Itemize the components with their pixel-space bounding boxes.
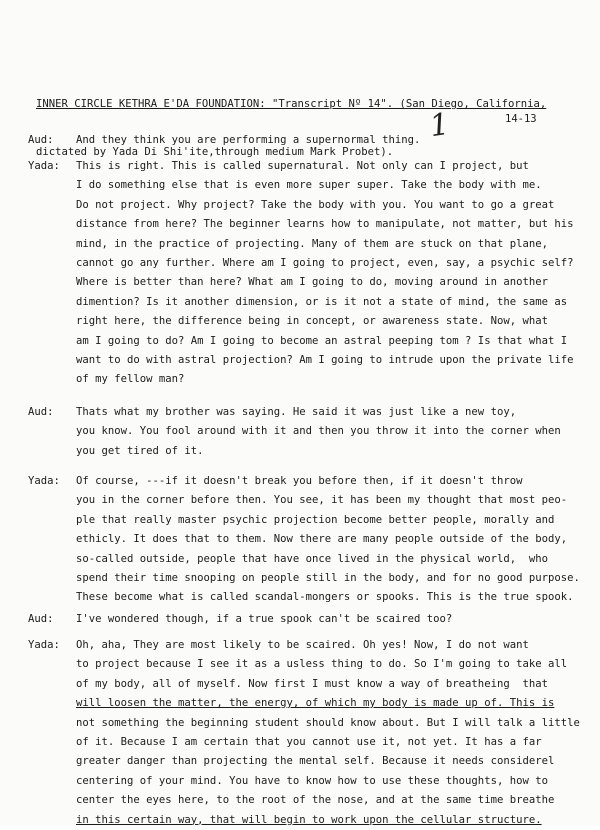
text-line: in this certain way, that will begin to work upon the cellular structure. <box>76 813 542 826</box>
speaker-label: Aud: <box>28 613 54 625</box>
header-line-1: INNER CIRCLE KETHRA E'DA FOUNDATION: "Transcript Nº 14". (San Diego, California, <box>36 98 547 110</box>
speaker-label: Yada: <box>28 160 60 172</box>
dialogue-paragraph <box>28 636 580 830</box>
paragraph-body <box>28 403 576 461</box>
text-line: right here, the difference being in concept, or awareness state. Now, what <box>76 315 548 328</box>
text-line: Thats what my brother was saying. He said it was just like a new toy, <box>76 406 517 418</box>
text-line: dimention? Is it another dimension, or is it not a state of mind, the same as <box>76 295 568 308</box>
text-line: I do something else that is even more super super. Take the body with me. <box>76 179 542 192</box>
paragraph-body <box>28 610 576 629</box>
speaker-label: Aud: <box>28 406 54 418</box>
text-line: These become what is called scandal-mongers or spooks. This is the true spook. <box>76 591 574 604</box>
text-line: mind, in the practice of projecting. Many of them are stuck on that plane, <box>76 237 548 250</box>
text-line: Of course, ---if it doesn't break you before then, if it doesn't throw <box>76 475 523 487</box>
paragraph-body <box>28 636 580 830</box>
header-line-2: dictated by Yada Di Shi'ite,through medium Mark Probet). <box>36 146 394 158</box>
text-line: center the eyes here, to the root of the nose, and at the same time breathe <box>76 794 555 807</box>
handwritten-page-number: 1 <box>427 106 452 145</box>
text-line: I've wondered though, if a true spook can't be scaired too? <box>76 613 453 625</box>
text-line: you in the corner before then. You see, it has been my thought that most peo- <box>76 494 568 507</box>
text-line: And they think you are performing a supernormal thing. <box>76 134 421 146</box>
speaker-label: Yada: <box>28 475 60 487</box>
text-line: so-called outside, people that have once lived in the physical world, who <box>76 552 548 565</box>
text-line: of my fellow man? <box>76 373 185 386</box>
text-line: am I going to do? Am I going to become an astral peeping tom ? Is that what I <box>76 334 568 347</box>
dialogue-paragraph <box>28 131 576 150</box>
text-line: to project because I see it as a usless thing to do. So I'm going to take all <box>76 658 568 671</box>
text-line: cannot go any further. Where am I going to project, even, say, a psychic self? <box>76 257 574 270</box>
text-line: ple that really master psychic projection become better people, morally and <box>76 513 555 526</box>
text-line: you get tired of it. <box>76 444 204 457</box>
text-line: will loosen the matter, the energy, of which my body is made up of. This is <box>76 697 555 710</box>
text-line: ethicly. It does that to them. Now there are many people outside of the body, <box>76 533 568 546</box>
dialogue-paragraph <box>28 472 580 608</box>
dialogue-paragraph <box>28 157 576 390</box>
dialogue-paragraph <box>28 610 576 629</box>
text-line: This is right. This is called supernatural. Not only can I project, but <box>76 160 529 172</box>
text-line: you know. You fool around with it and then you throw it into the corner when <box>76 425 561 438</box>
speaker-label: Aud: <box>28 134 54 146</box>
dialogue-paragraph <box>28 403 576 461</box>
text-line: Oh, aha, They are most likely to be scaired. Oh yes! Now, I do not want <box>76 639 529 651</box>
text-line: want to do with astral projection? Am I going to intrude upon the private life <box>76 354 574 367</box>
paragraph-body <box>76 131 576 150</box>
text-line: of it. Because I am certain that you cannot use it, not yet. It has a far <box>76 736 542 749</box>
text-line: greater danger than projecting the mental self. Because it needs considerel <box>76 755 555 768</box>
text-line: Do not project. Why project? Take the body with you. You want to go a great <box>76 198 555 211</box>
text-line: distance from here? The beginner learns how to manipulate, not matter, but his <box>76 218 574 231</box>
paragraph-body <box>28 472 580 608</box>
page-reference: 14-13 <box>505 113 537 125</box>
text-line: of my body, all of myself. Now first I must know a way of breatheing that <box>76 677 548 690</box>
text-line: centering of your mind. You have to know how to use these thoughts, how to <box>76 774 548 787</box>
text-line: spend their time snooping on people still in the body, and for no good purpose. <box>76 572 580 585</box>
paragraph-body <box>28 157 576 390</box>
speaker-label: Yada: <box>28 639 60 651</box>
text-line: Where is better than here? What am I going to do, moving around in another <box>76 276 548 289</box>
text-line: not something the beginning student should know about. But I will talk a little <box>76 716 580 729</box>
